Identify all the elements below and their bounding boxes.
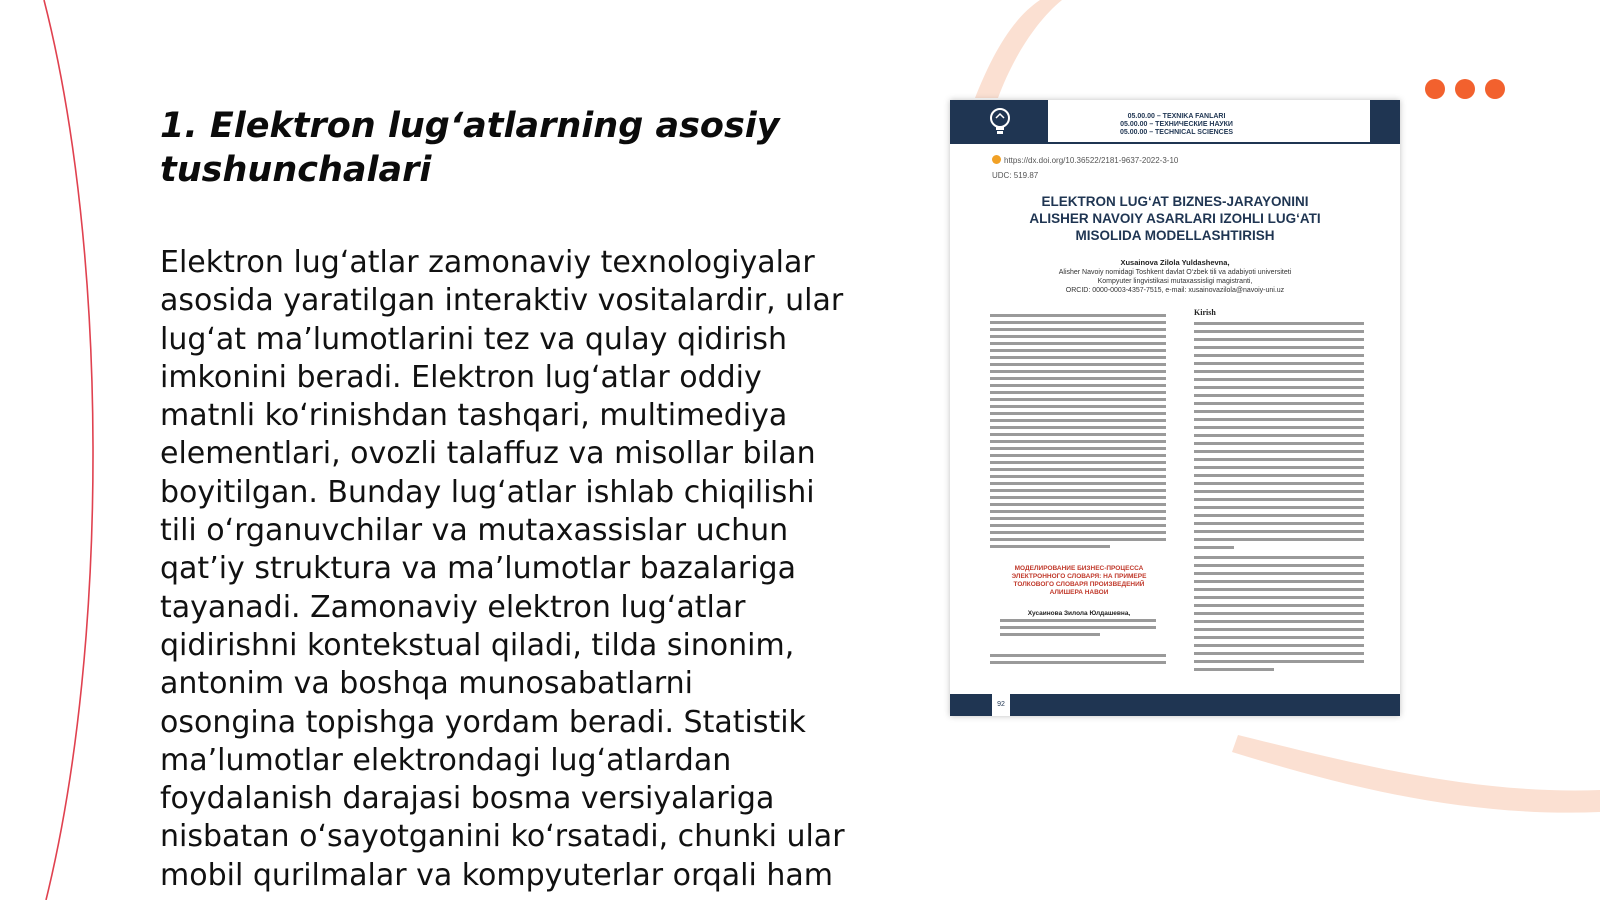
article-author: Xusainova Zilola Yuldashevna, bbox=[1120, 258, 1230, 267]
lightbulb-icon bbox=[988, 107, 1012, 137]
dot bbox=[1425, 79, 1445, 99]
journal-footer bbox=[950, 694, 1400, 716]
udc-line: UDC: 519.87 bbox=[992, 171, 1039, 180]
left-curve-line bbox=[44, 0, 93, 900]
doi-icon bbox=[992, 155, 1001, 164]
dots-decoration bbox=[1425, 79, 1505, 99]
dot bbox=[1455, 79, 1475, 99]
article-title: ELEKTRON LUG‘AT BIZNES-JARAYONINI ALISHER NAVOIY ASARLARI IZOHLI LUG‘ATI MISOLIDA MODELLASHTIRISH bbox=[1029, 194, 1321, 243]
bottom-peach-arc bbox=[1232, 735, 1600, 813]
slide-body-text: Elektron lug‘atlar zamonaviy texnologiyalar asosida yaratilgan interaktiv vositalardir, ular lug‘at ma’lumotlarini tez va qulay qidirish imkonini beradi. Elektron lug‘atlar oddiy matnli ko‘rinishdan tashqari, multimediya elementlari, ovozli talaffuz va misollar bilan boyitilgan. Bunday lug‘atlar ishlab chiqilishi tili o‘rganuvchilar va mutaxassislar uchun qat’iy struktura va ma’lumotlar bazalariga tayanadi. Zamonaviy elektron lug‘atlar qidirishni kontekstual qiladi, tilda sinonim, antonim va boshqa munosabatlarni osongina topishga yordam beradi. Statistik ma’lumotlar elektrondagi lug‘atlardan foydalanish darajasi bosma versiyalariga nisbatan o‘sayotganini ko‘rsatadi, chunki ular mobil qurilmalar va kompyuterlar orqali ham bbox=[160, 245, 845, 893]
article-affiliation: Alisher Navoiy nomidagi Toshkent davlat O‘zbek tili va adabiyoti universiteti Kompyuter lingvistikasi mutaxassisligi magistranti, ORCID: 0000-0003-4357-7515, e-mail: xusainovazilola@navoiy-uni.uz bbox=[1058, 269, 1292, 294]
journal-header bbox=[950, 100, 1400, 144]
introduction-column-text bbox=[1194, 310, 1364, 676]
journal-section-codes: 05.00.00 – TEXNIKA FANLARI 05.00.00 – ТЕХНИЧЕСКИЕ НАУКИ 05.00.00 – TECHNICAL SCIENCES bbox=[1120, 113, 1234, 136]
dot bbox=[1485, 79, 1505, 99]
header-tag bbox=[1370, 100, 1400, 144]
top-peach-arc bbox=[975, 0, 1062, 98]
journal-logo bbox=[950, 100, 1048, 144]
header-rule bbox=[1048, 142, 1370, 144]
doi-text: https://dx.doi.org/10.36522/2181-9637-2022-3-10 bbox=[1004, 156, 1179, 165]
doi-line bbox=[992, 155, 1178, 165]
abstract-column-text bbox=[990, 314, 1166, 676]
russian-title: МОДЕЛИРОВАНИЕ БИЗНЕС-ПРОЦЕССА ЭЛЕКТРОННОГО СЛОВАРЯ: НА ПРИМЕРЕ ТОЛКОВОГО СЛОВАРЯ ПРОИЗВЕДЕНИЙ АЛИШЕРА НАВОИ bbox=[1011, 565, 1147, 596]
slide-title: 1. Elektron lug‘atlarning asosiy tushunchalari bbox=[160, 106, 780, 190]
russian-author: Хусаинова Зилола Юлдашевна, bbox=[1027, 610, 1131, 617]
journal-page-image bbox=[950, 100, 1400, 716]
section-heading-kirish: Kirish bbox=[1194, 308, 1216, 317]
page-number: 92 bbox=[992, 694, 1010, 716]
